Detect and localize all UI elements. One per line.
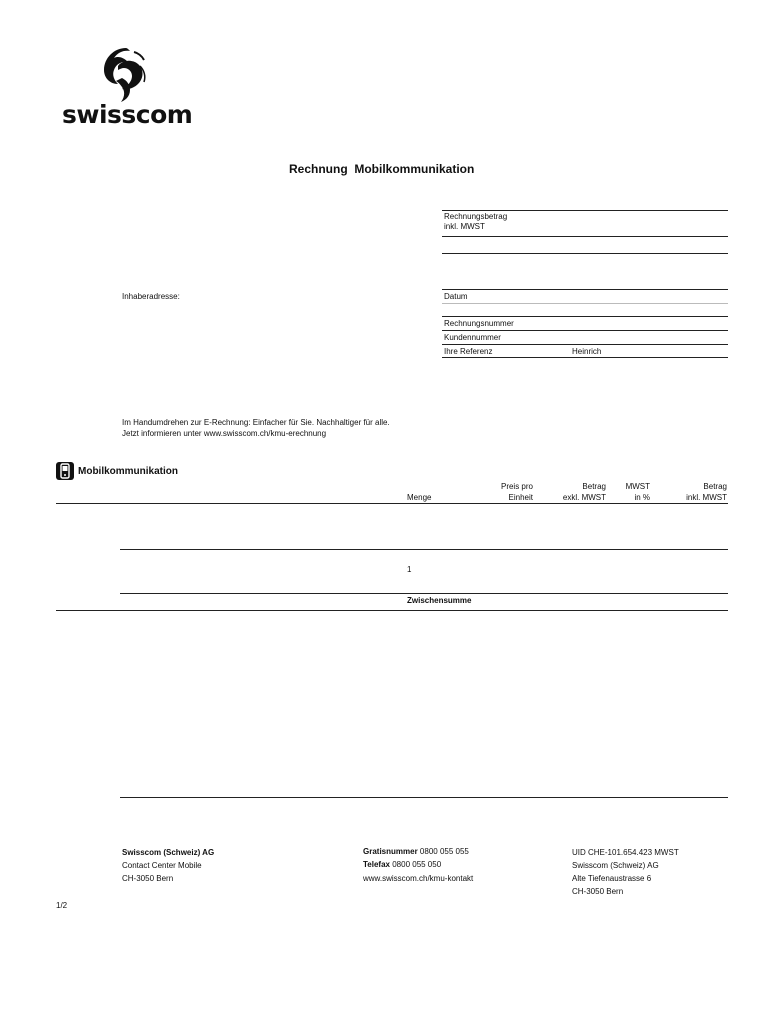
footer-contact-center: Contact Center Mobile xyxy=(122,861,202,870)
table-header-rule xyxy=(56,503,728,504)
footer-company: Swisscom (Schweiz) AG xyxy=(122,848,215,857)
table-rule-2 xyxy=(120,549,728,550)
mobile-phone-icon xyxy=(56,462,74,480)
invoice-number-label: Rechnungsnummer xyxy=(444,319,514,328)
swisscom-lifeform-icon xyxy=(96,44,156,106)
page-number: 1/2 xyxy=(56,901,68,910)
reference-label: Ihre Referenz xyxy=(444,347,493,356)
col-amount-excl-2: exkl. MWST xyxy=(562,493,606,502)
col-unit-price-2: Einheit xyxy=(508,493,533,502)
table-bottom-rule xyxy=(120,797,728,798)
summary-rule-3 xyxy=(442,253,728,254)
swisscom-logo xyxy=(62,44,192,128)
col-amount-excl-1: Betrag xyxy=(582,482,606,491)
col-quantity: Menge xyxy=(407,493,432,502)
col-amount-incl-2: inkl. MWST xyxy=(686,493,727,502)
subtotal-label: Zwischensumme xyxy=(407,596,472,605)
summary-rule-5 xyxy=(442,303,728,304)
summary-rule-8 xyxy=(442,344,728,345)
footer-free-number xyxy=(363,846,469,857)
holder-address-label: Inhaberadresse: xyxy=(122,292,180,301)
col-vat-1: MWST xyxy=(625,482,650,491)
amount-label-1: Rechnungsbetrag xyxy=(444,212,508,221)
footer-contact-url: www.swisscom.ch/kmu-kontakt xyxy=(363,874,474,883)
summary-rule-7 xyxy=(442,330,728,331)
subtotal-rule xyxy=(56,610,728,611)
summary-rule-6 xyxy=(442,316,728,317)
row-quantity: 1 xyxy=(407,565,412,574)
free-number-value: 0800 055 055 xyxy=(419,847,469,856)
summary-bottom-rule xyxy=(442,357,728,358)
customer-number-label: Kundennummer xyxy=(444,333,501,342)
brand-wordmark: swisscom xyxy=(62,100,193,129)
col-unit-price-1: Preis pro xyxy=(500,482,533,491)
col-amount-incl-1: Betrag xyxy=(703,482,727,491)
date-label: Datum xyxy=(444,292,468,301)
promo-line-2: Jetzt informieren unter www.swisscom.ch/kmu-erechnung xyxy=(122,429,327,438)
fax-label: Telefax xyxy=(363,860,390,869)
footer-company2: Swisscom (Schweiz) AG xyxy=(572,861,659,870)
free-number-label: Gratisnummer xyxy=(363,847,418,856)
amount-label-2: inkl. MWST xyxy=(444,222,485,231)
footer-uid: UID CHE-101.654.423 MWST xyxy=(572,848,679,857)
table-rule-3 xyxy=(120,593,728,594)
fax-value: 0800 055 050 xyxy=(392,860,442,869)
promo-line-1: Im Handumdrehen zur E-Rechnung: Einfacher für Sie. Nachhaltiger für alle. xyxy=(122,418,390,427)
section-title: Mobilkommunikation xyxy=(78,466,178,477)
document-title: Rechnung Mobilkommunikation xyxy=(289,162,475,176)
footer-street: Alte Tiefenaustrasse 6 xyxy=(572,874,652,883)
footer-city2: CH-3050 Bern xyxy=(572,887,624,896)
summary-rule-4 xyxy=(442,289,728,290)
summary-rule-2 xyxy=(442,236,728,237)
footer-city: CH-3050 Bern xyxy=(122,874,174,883)
footer-fax xyxy=(363,859,441,870)
reference-value: Heinrich xyxy=(572,347,602,356)
col-vat-2: in % xyxy=(634,493,650,502)
